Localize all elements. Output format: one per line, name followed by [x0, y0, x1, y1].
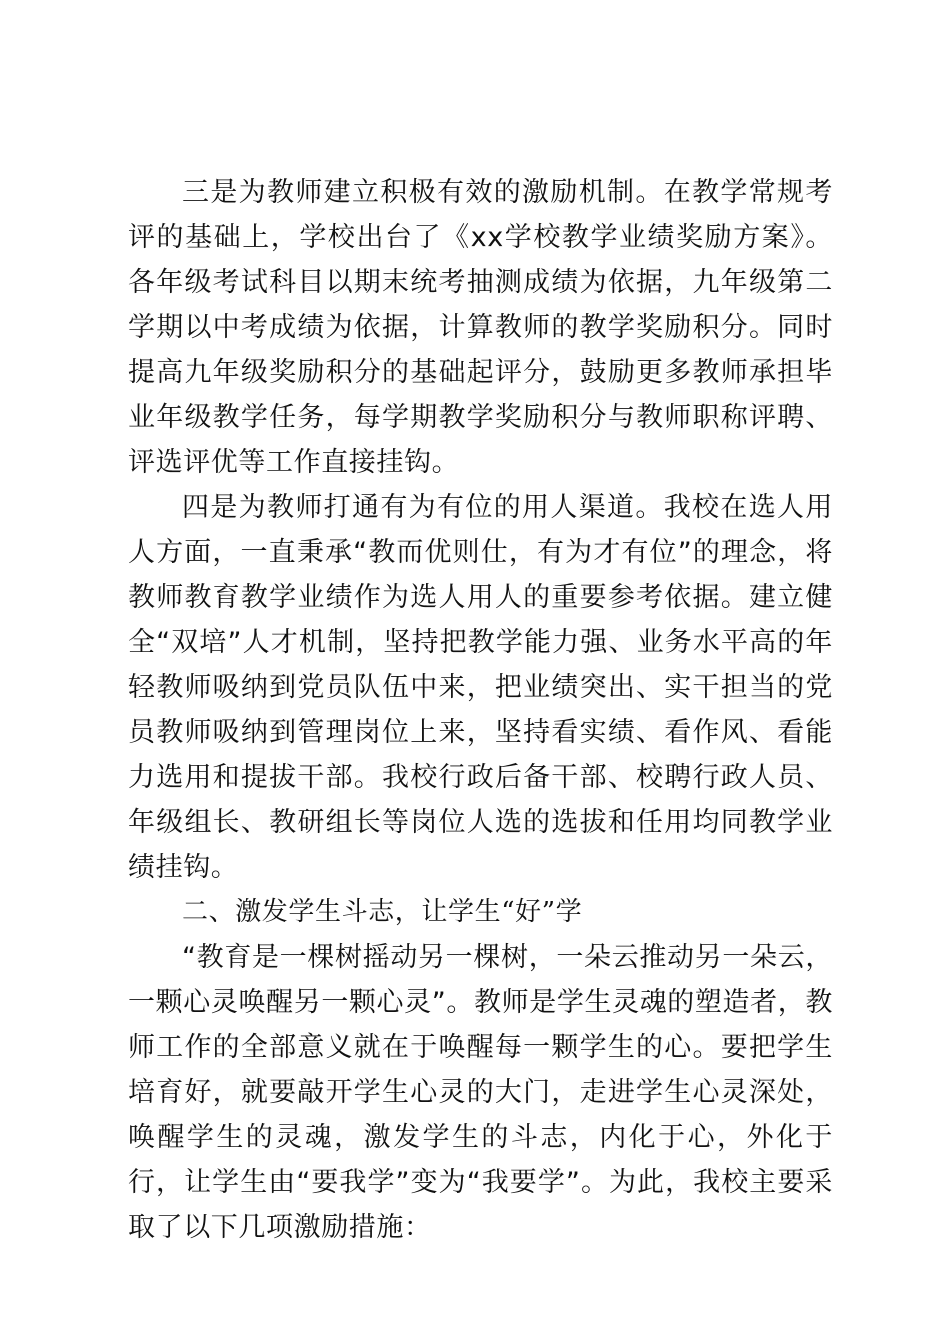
paragraph-student-motivation: “教育是一棵树摇动另一棵树，一朵云推动另一朵云，一颗心灵唤醒另一颗心灵”。教师是学生灵魂的塑造者，教师工作的全部意义就在于唤醒每一颗学生的心。要把学生培育好，就要敲开学生心灵的大门，走进学生心灵深处，唤醒学生的灵魂，激发学生的斗志，内化于心，外化于行，让学生由“要我学”变为“我要学”。为此，我校主要采取了以下几项激励措施： [128, 942, 833, 1243]
paragraph-teacher-promotion: 四是为教师打通有为有位的用人渠道。我校在选人用人方面，一直秉承“教而优则仕，有为才有位”的理念，将教师教育教学业绩作为选人用人的重要参考依据。建立健全“双培”人才机制，坚持把教学能力强、业务水平高的年轻教师吸纳到党员队伍中来，把业绩突出、实干担当的党员教师吸纳到管理岗位上来，坚持看实绩、看作风、看能力选用和提拔干部。我校行政后备干部、校聘行政人员、年级组长、教研组长等岗位人选的选拔和任用均同教学业绩挂钩。 [128, 492, 833, 883]
paragraph-teacher-incentive: 三是为教师建立积极有效的激励机制。在教学常规考评的基础上，学校出台了《xx学校教学业绩奖励方案》。各年级考试科目以期末统考抽测成绩为依据，九年级第二学期以中考成绩为依据，计算教师的教学奖励积分。同时提高九年级奖励积分的基础起评分，鼓励更多教师承担毕业年级教学任务，每学期教学奖励积分与教师职称评聘、评选评优等工作直接挂钩。 [128, 177, 833, 478]
section-heading: 二、激发学生斗志，让学生“好”学 [182, 897, 583, 927]
document-body [128, 170, 833, 1250]
